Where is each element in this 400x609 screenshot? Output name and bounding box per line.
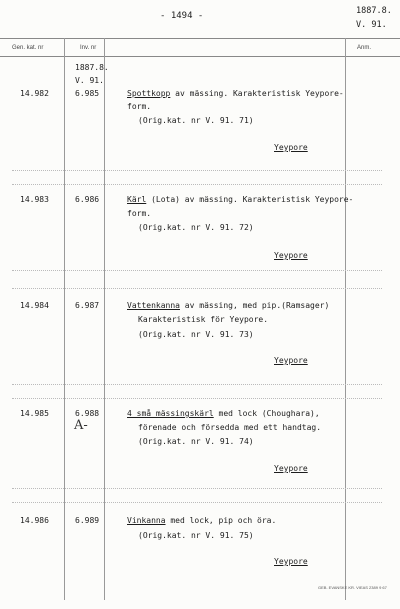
header-bottom-rule <box>0 56 400 57</box>
row-divider <box>12 288 382 289</box>
item-title: Spottkopp <box>127 89 171 98</box>
entry-description <box>127 301 329 310</box>
item-text: med lock (Choughara), <box>213 409 320 418</box>
entry-description <box>127 516 276 525</box>
inv-nr: 6.989 <box>75 516 100 525</box>
printer-footer: GEB. EVANSKE KR. VIEAS 2389 9 67 <box>318 585 387 590</box>
item-text: av mässing. Karakteristisk Yeypore- <box>170 89 344 98</box>
column-divider <box>104 38 105 600</box>
gen-kat-nr: 14.983 <box>20 195 49 204</box>
row-divider <box>12 502 382 503</box>
row-divider <box>12 184 382 185</box>
item-title: 4 små mässingskärl <box>127 409 214 418</box>
block-year: 1887.8. <box>75 63 109 72</box>
entry-description <box>127 89 344 98</box>
entry-description <box>127 409 320 418</box>
item-title: Vinkanna <box>127 516 166 525</box>
item-title: Kärl <box>127 195 147 204</box>
gen-kat-nr: 14.982 <box>20 89 49 98</box>
inv-nr: 6.988 <box>75 409 100 418</box>
gen-kat-nr: 14.985 <box>20 409 49 418</box>
row-divider <box>12 488 382 489</box>
place-name: Yeypore <box>274 464 308 473</box>
row-divider <box>12 398 382 399</box>
entry-line: form. <box>127 102 152 111</box>
row-divider <box>12 270 382 271</box>
row-divider <box>12 170 382 171</box>
item-title: Vattenkanna <box>127 301 180 310</box>
place-name: Yeypore <box>274 356 308 365</box>
col-header-inv: Inv. nr <box>80 45 97 51</box>
entry-line: (Orig.kat. nr V. 91. 73) <box>138 330 254 339</box>
block-series: V. 91. <box>75 76 104 85</box>
gen-kat-nr: 14.984 <box>20 301 49 310</box>
row-divider <box>12 384 382 385</box>
entry-line: form. <box>127 209 152 218</box>
entry-line: (Orig.kat. nr V. 91. 71) <box>138 116 254 125</box>
entry-line: (Orig.kat. nr V. 91. 72) <box>138 223 254 232</box>
inv-nr: 6.986 <box>75 195 100 204</box>
inv-nr: 6.985 <box>75 89 100 98</box>
item-text: med lock, pip och öra. <box>165 516 277 525</box>
col-header-gen: Gen. kat. nr <box>12 45 44 51</box>
handwritten-mark: A- <box>74 418 88 433</box>
entry-line: (Orig.kat. nr V. 91. 74) <box>138 437 254 446</box>
entry-line: Karakteristisk för Yeypore. <box>138 315 269 324</box>
gen-kat-nr: 14.986 <box>20 516 49 525</box>
ref-year: 1887.8. <box>356 6 392 16</box>
entry-line: (Orig.kat. nr V. 91. 75) <box>138 531 254 540</box>
header-top-rule <box>0 38 400 39</box>
item-text: (Lota) av mässing. Karakteristisk Yeypore- <box>146 195 354 204</box>
place-name: Yeypore <box>274 251 308 260</box>
item-text: av mässing, med pip.(Ramsager) <box>179 301 330 310</box>
entry-line: förenade och försedda med ett handtag. <box>138 423 322 432</box>
page-number: - 1494 - <box>160 11 204 21</box>
col-header-anm: Anm. <box>357 45 372 51</box>
column-divider <box>64 38 65 600</box>
entry-description <box>127 195 353 204</box>
inv-nr: 6.987 <box>75 301 100 310</box>
column-divider <box>345 38 346 600</box>
place-name: Yeypore <box>274 143 308 152</box>
ref-series: V. 91. <box>356 20 387 30</box>
place-name: Yeypore <box>274 557 308 566</box>
